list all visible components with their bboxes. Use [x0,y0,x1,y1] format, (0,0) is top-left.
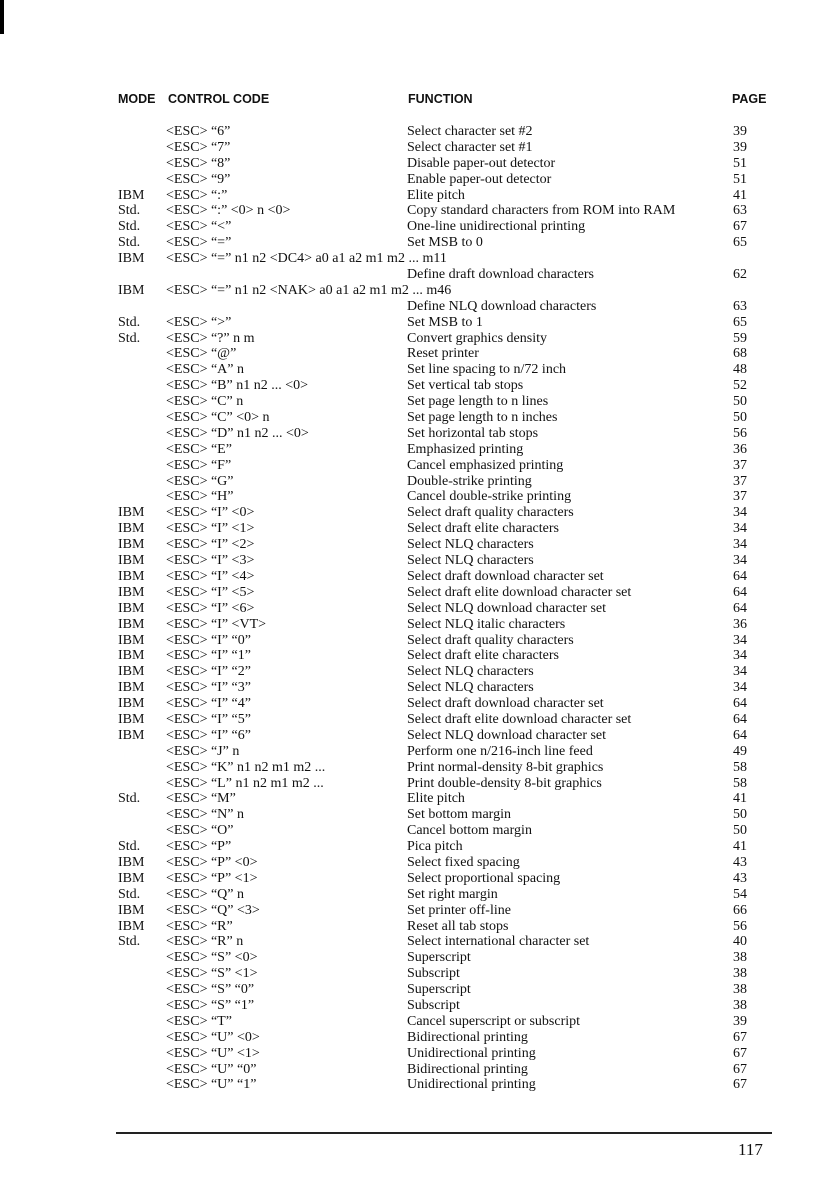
row-mode: IBM [118,568,145,584]
row-control-code: <ESC> “F” [166,457,232,473]
table-row [0,871,838,887]
row-mode: IBM [118,632,145,648]
table-row [0,156,838,172]
row-page: 67 [733,219,747,235]
row-control-code: <ESC> “U” <0> [166,1029,260,1045]
row-function: Set line spacing to n/72 inch [407,362,567,378]
table-row [0,903,838,919]
row-function: Elite pitch [407,187,465,203]
row-page: 65 [733,314,747,330]
table-row [0,887,838,903]
row-function: Select draft download character set [407,696,604,712]
row-page: 34 [733,680,747,696]
table-row [0,394,838,410]
row-control-code: <ESC> “P” <0> [166,854,258,870]
row-page: 52 [733,378,747,394]
row-page: 51 [733,171,747,187]
row-mode: Std. [118,235,141,251]
table-row [0,950,838,966]
row-page: 58 [733,759,747,775]
table-row [0,744,838,760]
row-function: Select NLQ italic characters [407,616,566,632]
row-mode: Std. [118,314,141,330]
row-control-code: <ESC> “G” [166,473,234,489]
row-page: 34 [733,664,747,680]
row-control-code: <ESC> “I” <2> [166,537,255,553]
row-function: One-line unidirectional printing [407,219,586,235]
row-function: Print double-density 8-bit graphics [407,775,602,791]
table-row [0,235,838,251]
row-control-code: <ESC> “I” <4> [166,568,255,584]
table-row [0,283,838,299]
row-page: 51 [733,155,747,171]
row-function: Select draft elite download character set [407,711,632,727]
row-control-code: <ESC> “8” [166,155,231,171]
row-function: Set MSB to 0 [407,235,483,251]
table-row [0,648,838,664]
row-function: Convert graphics density [407,330,547,346]
row-function: Set printer off-line [407,902,511,918]
row-control-code: <ESC> “I” <6> [166,600,255,616]
header-page: PAGE [732,92,767,106]
row-control-code: <ESC> “R” n [166,934,244,950]
table-row [0,203,838,219]
row-control-code: <ESC> “I” <1> [166,521,255,537]
row-page: 48 [733,362,747,378]
table-row [0,712,838,728]
row-mode: IBM [118,664,145,680]
row-function: Subscript [407,997,460,1013]
row-mode: IBM [118,282,145,298]
row-page: 66 [733,902,747,918]
row-mode: Std. [118,839,141,855]
row-mode: Std. [118,934,141,950]
row-function: Bidirectional printing [407,1029,528,1045]
row-mode: IBM [118,680,145,696]
table-row [0,664,838,680]
row-mode: IBM [118,251,145,267]
row-page: 64 [733,600,747,616]
table-row [0,442,838,458]
row-function: Select draft elite download character set [407,584,632,600]
header-control-code: CONTROL CODE [168,92,270,106]
row-control-code: <ESC> “I” “3” [166,680,251,696]
row-page: 67 [733,1061,747,1077]
row-control-code: <ESC> “S” <0> [166,950,258,966]
row-function: Unidirectional printing [407,1077,536,1093]
row-control-code: <ESC> “C” n [166,394,244,410]
row-control-code: <ESC> “I” “4” [166,696,251,712]
row-mode: Std. [118,219,141,235]
table-row [0,1030,838,1046]
table-row [0,696,838,712]
row-function: Print normal-density 8-bit graphics [407,759,604,775]
table-row [0,362,838,378]
table-row [0,521,838,537]
row-page: 64 [733,568,747,584]
row-function: Pica pitch [407,839,463,855]
row-function: Select international character set [407,934,590,950]
row-function: Perform one n/216-inch line feed [407,743,593,759]
row-function: Subscript [407,966,460,982]
row-mode: IBM [118,854,145,870]
row-control-code: <ESC> “I” “2” [166,664,251,680]
row-function: Select fixed spacing [407,854,520,870]
row-mode: IBM [118,553,145,569]
row-function: Select character set #2 [407,124,533,139]
row-control-code: <ESC> “Q” n [166,886,245,902]
table-row [0,315,838,331]
scan-edge-mark [0,0,4,34]
table-row [0,346,838,362]
row-page: 34 [733,521,747,537]
header-mode: MODE [118,92,156,106]
table-row [0,537,838,553]
table-row [0,839,838,855]
page-number: 117 [738,1140,763,1159]
row-function: Select draft quality characters [407,505,574,521]
row-control-code: <ESC> “H” [166,489,234,505]
row-page: 34 [733,505,747,521]
row-page: 50 [733,823,747,839]
row-page: 64 [733,711,747,727]
row-control-code: <ESC> “I” “6” [166,727,251,743]
row-control-code: <ESC> “U” <1> [166,1045,260,1061]
table-row [0,172,838,188]
row-page: 58 [733,775,747,791]
header-function: FUNCTION [408,92,473,106]
row-page: 64 [733,727,747,743]
row-control-code: <ESC> “T” [166,1013,232,1029]
row-function: Define draft download characters [407,267,594,283]
row-function: Superscript [407,950,471,966]
row-control-code: <ESC> “D” n1 n2 ... <0> [166,425,309,441]
table-row [0,855,838,871]
table-row [0,823,838,839]
row-page: 56 [733,425,747,441]
table-row [0,378,838,394]
row-mode: Std. [118,203,141,219]
row-page: 62 [733,267,747,283]
row-function: Set horizontal tab stops [407,425,539,441]
footer-rule [116,1132,772,1134]
row-page: 39 [733,124,747,139]
table-row [0,474,838,490]
table-row [0,1077,838,1093]
row-page: 65 [733,235,747,251]
row-function: Select proportional spacing [407,870,561,886]
row-control-code: <ESC> “L” n1 n2 m1 m2 ... [166,775,324,791]
row-control-code: <ESC> “B” n1 n2 ... <0> [166,378,309,394]
row-function: Elite pitch [407,791,465,807]
row-mode: IBM [118,537,145,553]
row-control-code: <ESC> “:” [166,187,228,203]
row-control-code: <ESC> “Q” <3> [166,902,260,918]
row-function: Define NLQ download characters [407,298,597,314]
row-control-code: <ESC> “7” [166,139,231,155]
row-page: 63 [733,203,747,219]
table-row [0,410,838,426]
row-function: Set page length to n inches [407,410,558,426]
row-control-code: <ESC> “>” [166,314,232,330]
table-row [0,934,838,950]
row-page: 40 [733,934,747,950]
row-function: Reset all tab stops [407,918,509,934]
row-page: 37 [733,473,747,489]
table-row [0,617,838,633]
table-row [0,331,838,347]
row-function: Superscript [407,982,471,998]
row-mode: IBM [118,696,145,712]
row-function: Select NLQ characters [407,553,534,569]
table-row [0,791,838,807]
row-control-code: <ESC> “=” n1 n2 <NAK> a0 a1 a2 m1 m2 ... m46 [166,282,452,298]
row-page: 67 [733,1077,747,1093]
row-control-code: <ESC> “=” [166,235,232,251]
table-row [0,124,838,140]
row-page: 64 [733,696,747,712]
row-page: 64 [733,584,747,600]
row-mode: Std. [118,330,141,346]
row-control-code: <ESC> “M” [166,791,236,807]
row-page: 50 [733,410,747,426]
row-mode: IBM [118,521,145,537]
row-control-code: <ESC> “=” n1 n2 <DC4> a0 a1 a2 m1 m2 ... m11 [166,251,447,267]
table-row [0,458,838,474]
row-mode: IBM [118,505,145,521]
row-control-code: <ESC> “P” [166,839,232,855]
table-row [0,807,838,823]
table-row [0,489,838,505]
row-function: Select draft download character set [407,568,604,584]
row-page: 37 [733,457,747,473]
row-page: 37 [733,489,747,505]
row-page: 39 [733,139,747,155]
row-mode: IBM [118,918,145,934]
row-page: 34 [733,632,747,648]
row-control-code: <ESC> “I” “1” [166,648,251,664]
row-page: 34 [733,537,747,553]
row-function: Set vertical tab stops [407,378,524,394]
row-control-code: <ESC> “C” <0> n [166,410,270,426]
row-function: Set MSB to 1 [407,314,483,330]
row-function: Cancel superscript or subscript [407,1013,581,1029]
row-page: 43 [733,854,747,870]
row-page: 50 [733,807,747,823]
row-function: Set bottom margin [407,807,511,823]
table-row [0,1046,838,1062]
table-row [0,569,838,585]
row-control-code: <ESC> “9” [166,171,231,187]
table-row [0,219,838,235]
table-row [0,188,838,204]
row-control-code: <ESC> “<” [166,219,232,235]
row-control-code: <ESC> “S” “0” [166,982,255,998]
table-row [0,776,838,792]
table-row [0,140,838,156]
row-control-code: <ESC> “I” “5” [166,711,251,727]
row-control-code: <ESC> “E” [166,441,232,457]
table-row [0,680,838,696]
row-mode: IBM [118,584,145,600]
row-page: 36 [733,441,747,457]
row-control-code: <ESC> “:” <0> n <0> [166,203,291,219]
row-function: Select draft elite characters [407,521,559,537]
row-function: Double-strike printing [407,473,532,489]
table-row [0,267,838,283]
row-control-code: <ESC> “U” “0” [166,1061,257,1077]
row-function: Bidirectional printing [407,1061,528,1077]
row-function: Select NLQ characters [407,664,534,680]
row-page: 56 [733,918,747,934]
table-row [0,601,838,617]
table-header [0,92,838,110]
control-code-table [0,124,838,1093]
row-page: 54 [733,886,747,902]
row-page: 67 [733,1029,747,1045]
row-page: 63 [733,298,747,314]
table-row [0,585,838,601]
row-control-code: <ESC> “6” [166,124,231,139]
row-control-code: <ESC> “O” [166,823,234,839]
row-mode: IBM [118,727,145,743]
table-row [0,919,838,935]
row-control-code: <ESC> “K” n1 n2 m1 m2 ... [166,759,326,775]
row-function: Cancel bottom margin [407,823,532,839]
table-row [0,1014,838,1030]
table-row [0,299,838,315]
row-page: 59 [733,330,747,346]
row-page: 50 [733,394,747,410]
row-page: 41 [733,839,747,855]
table-row [0,998,838,1014]
row-function: Select NLQ characters [407,537,534,553]
row-mode: IBM [118,187,145,203]
table-row [0,982,838,998]
table-row [0,1062,838,1078]
row-control-code: <ESC> “@” [166,346,237,362]
row-function: Select NLQ download character set [407,727,607,743]
row-control-code: <ESC> “P” <1> [166,870,258,886]
row-control-code: <ESC> “I” “0” [166,632,251,648]
row-mode: IBM [118,902,145,918]
row-function: Select character set #1 [407,139,533,155]
row-page: 38 [733,950,747,966]
row-control-code: <ESC> “U” “1” [166,1077,257,1093]
row-function: Unidirectional printing [407,1045,536,1061]
table-row [0,426,838,442]
row-page: 38 [733,997,747,1013]
row-page: 36 [733,616,747,632]
row-control-code: <ESC> “J” n [166,743,240,759]
row-function: Disable paper-out detector [407,155,556,171]
row-function: Select draft elite characters [407,648,559,664]
row-page: 34 [733,553,747,569]
row-control-code: <ESC> “I” <VT> [166,616,267,632]
row-page: 41 [733,791,747,807]
row-mode: IBM [118,616,145,632]
table-row [0,251,838,267]
row-function: Cancel double-strike printing [407,489,572,505]
row-page: 67 [733,1045,747,1061]
table-row [0,553,838,569]
row-control-code: <ESC> “R” [166,918,233,934]
row-mode: IBM [118,711,145,727]
row-function: Cancel emphasized printing [407,457,564,473]
row-control-code: <ESC> “S” <1> [166,966,258,982]
row-function: Emphasized printing [407,441,524,457]
row-mode: IBM [118,648,145,664]
row-function: Select NLQ characters [407,680,534,696]
row-function: Set page length to n lines [407,394,549,410]
row-page: 49 [733,743,747,759]
table-row [0,633,838,649]
row-function: Reset printer [407,346,479,362]
row-control-code: <ESC> “?” n m [166,330,255,346]
row-control-code: <ESC> “N” n [166,807,245,823]
table-row [0,728,838,744]
row-mode: Std. [118,791,141,807]
row-page: 38 [733,982,747,998]
row-control-code: <ESC> “I” <5> [166,584,255,600]
row-control-code: <ESC> “S” “1” [166,997,255,1013]
row-function: Select draft quality characters [407,632,574,648]
row-function: Copy standard characters from ROM into RAM [407,203,676,219]
row-function: Enable paper-out detector [407,171,552,187]
row-page: 68 [733,346,747,362]
row-function: Set right margin [407,886,498,902]
row-page: 38 [733,966,747,982]
table-row [0,505,838,521]
row-page: 34 [733,648,747,664]
table-row [0,966,838,982]
row-mode: IBM [118,870,145,886]
row-control-code: <ESC> “I” <0> [166,505,255,521]
row-page: 43 [733,870,747,886]
row-function: Select NLQ download character set [407,600,607,616]
table-row [0,760,838,776]
row-page: 41 [733,187,747,203]
row-page: 39 [733,1013,747,1029]
row-control-code: <ESC> “A” n [166,362,245,378]
row-mode: Std. [118,886,141,902]
row-control-code: <ESC> “I” <3> [166,553,255,569]
row-mode: IBM [118,600,145,616]
